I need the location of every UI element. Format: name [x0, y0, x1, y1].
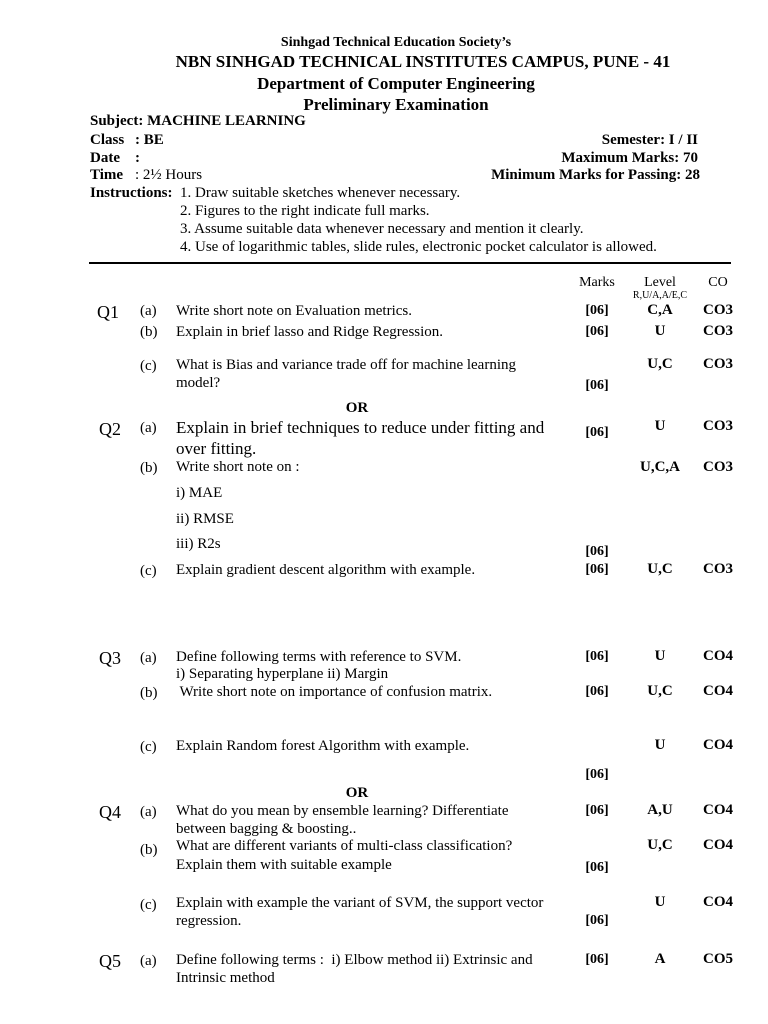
question-marks: [06] — [585, 378, 609, 393]
question-text: Explain Random forest Algorithm with example. — [176, 738, 470, 754]
question-text: Explain gradient descent algorithm with example. — [176, 562, 476, 578]
question-level: A,U — [647, 802, 673, 818]
question-number: Q1 — [97, 302, 119, 322]
question-number: Q2 — [99, 419, 121, 439]
or-separator: OR — [345, 400, 369, 416]
question-marks: [06] — [585, 952, 609, 967]
subject: Subject: MACHINE LEARNING — [90, 113, 306, 129]
question-co: CO4 — [703, 683, 733, 699]
question-marks: [06] — [585, 324, 609, 339]
question-text: Intrinsic method — [176, 970, 275, 986]
question-part: (a) — [140, 953, 157, 969]
question-marks: [06] — [585, 303, 609, 318]
question-level: U,C — [647, 837, 673, 853]
question-text: Explain with example the variant of SVM, the support vector — [176, 895, 544, 911]
question-level: C,A — [647, 302, 673, 318]
instruction-item: 4. Use of logarithmic tables, slide rules, electronic pocket calculator is allowed. — [180, 239, 657, 255]
question-co: CO3 — [703, 356, 733, 372]
question-text: model? — [176, 375, 221, 391]
question-co: CO3 — [703, 418, 733, 434]
question-text: What are different variants of multi-class classification? — [176, 838, 513, 854]
question-co: CO4 — [703, 802, 733, 818]
question-text: Explain in brief techniques to reduce under fitting and — [176, 418, 545, 437]
question-level: U — [654, 418, 666, 434]
instruction-item: 1. Draw suitable sketches whenever necessary. — [180, 185, 461, 201]
question-part: (a) — [140, 420, 157, 436]
question-co: CO4 — [703, 737, 733, 753]
question-co: CO5 — [703, 951, 733, 967]
question-part: (b) — [140, 842, 158, 858]
question-number: Q4 — [99, 802, 121, 822]
class-value: : BE — [135, 132, 164, 148]
question-text: i) MAE — [176, 485, 223, 501]
question-marks: [06] — [585, 767, 609, 782]
question-co: CO3 — [703, 323, 733, 339]
question-level: U,C,A — [640, 459, 680, 475]
question-part: (a) — [140, 303, 157, 319]
question-marks: [06] — [585, 649, 609, 664]
question-part: (b) — [140, 685, 158, 701]
instructions-label: Instructions: — [90, 185, 173, 201]
society-name: Sinhgad Technical Education Society’s — [280, 35, 512, 50]
question-marks: [06] — [585, 562, 609, 577]
question-co: CO3 — [703, 302, 733, 318]
exam-title: Preliminary Examination — [303, 95, 489, 114]
question-level: U,C — [647, 356, 673, 372]
question-part: (a) — [140, 650, 157, 666]
class-label: Class — [90, 132, 125, 148]
question-marks: [06] — [585, 913, 609, 928]
date-value: : — [135, 150, 140, 166]
question-text: What do you mean by ensemble learning? Differentiate — [176, 803, 509, 819]
marks-column-header: Marks — [579, 275, 615, 290]
question-part: (c) — [140, 358, 157, 374]
question-text: over fitting. — [176, 439, 257, 458]
question-marks: [06] — [585, 860, 609, 875]
time-value: : 2½ Hours — [135, 167, 203, 183]
co-column-header: CO — [708, 275, 728, 290]
header-divider — [89, 262, 731, 264]
question-text: Write short note on : — [176, 459, 300, 475]
question-co: CO3 — [703, 561, 733, 577]
question-part: (a) — [140, 804, 157, 820]
question-text: iii) R2s — [176, 536, 221, 552]
question-text: ii) RMSE — [176, 511, 234, 527]
campus-name: NBN SINHGAD TECHNICAL INSTITUTES CAMPUS, PUNE - 41 — [175, 52, 671, 71]
question-text: between bagging & boosting.. — [176, 821, 357, 837]
time-label: Time — [90, 167, 124, 183]
question-marks: [06] — [585, 544, 609, 559]
level-column-header: Level — [644, 275, 676, 290]
department-name: Department of Computer Engineering — [257, 74, 535, 93]
question-marks: [06] — [585, 803, 609, 818]
question-level: U — [654, 323, 666, 339]
question-part: (c) — [140, 563, 157, 579]
question-part: (b) — [140, 324, 158, 340]
instruction-item: 3. Assume suitable data whenever necessary and mention it clearly. — [180, 221, 584, 237]
instruction-item: 2. Figures to the right indicate full marks. — [180, 203, 430, 219]
question-co: CO4 — [703, 837, 733, 853]
min-marks: Minimum Marks for Passing: 28 — [491, 167, 700, 183]
max-marks: Maximum Marks: 70 — [561, 150, 698, 166]
question-number: Q5 — [99, 951, 121, 971]
question-level: U — [654, 648, 666, 664]
question-co: CO4 — [703, 648, 733, 664]
date-label: Date — [90, 150, 120, 166]
question-marks: [06] — [585, 425, 609, 440]
question-part: (c) — [140, 897, 157, 913]
question-text: Define following terms : i) Elbow method ii) Extrinsic and — [176, 952, 533, 968]
question-text: Write short note on importance of confusion matrix. — [176, 684, 493, 700]
level-column-subheader: R,U/A,A/E,C — [632, 290, 688, 301]
question-level: A — [654, 951, 666, 967]
question-text: Explain in brief lasso and Ridge Regression. — [176, 324, 444, 340]
question-text: Explain them with suitable example — [176, 857, 392, 873]
or-separator: OR — [345, 785, 369, 801]
question-level: U,C — [647, 561, 673, 577]
question-text: Write short note on Evaluation metrics. — [176, 303, 413, 319]
question-text: Define following terms with reference to SVM. — [176, 649, 462, 665]
question-part: (b) — [140, 460, 158, 476]
question-co: CO3 — [703, 459, 733, 475]
semester: Semester: I / II — [601, 132, 698, 148]
question-co: CO4 — [703, 894, 733, 910]
question-level: U,C — [647, 683, 673, 699]
question-level: U — [654, 894, 666, 910]
question-text: What is Bias and variance trade off for machine learning — [176, 357, 516, 373]
question-part: (c) — [140, 739, 157, 755]
question-text: regression. — [176, 913, 242, 929]
question-level: U — [654, 737, 666, 753]
question-number: Q3 — [99, 648, 121, 668]
question-text: i) Separating hyperplane ii) Margin — [176, 666, 389, 682]
question-marks: [06] — [585, 684, 609, 699]
